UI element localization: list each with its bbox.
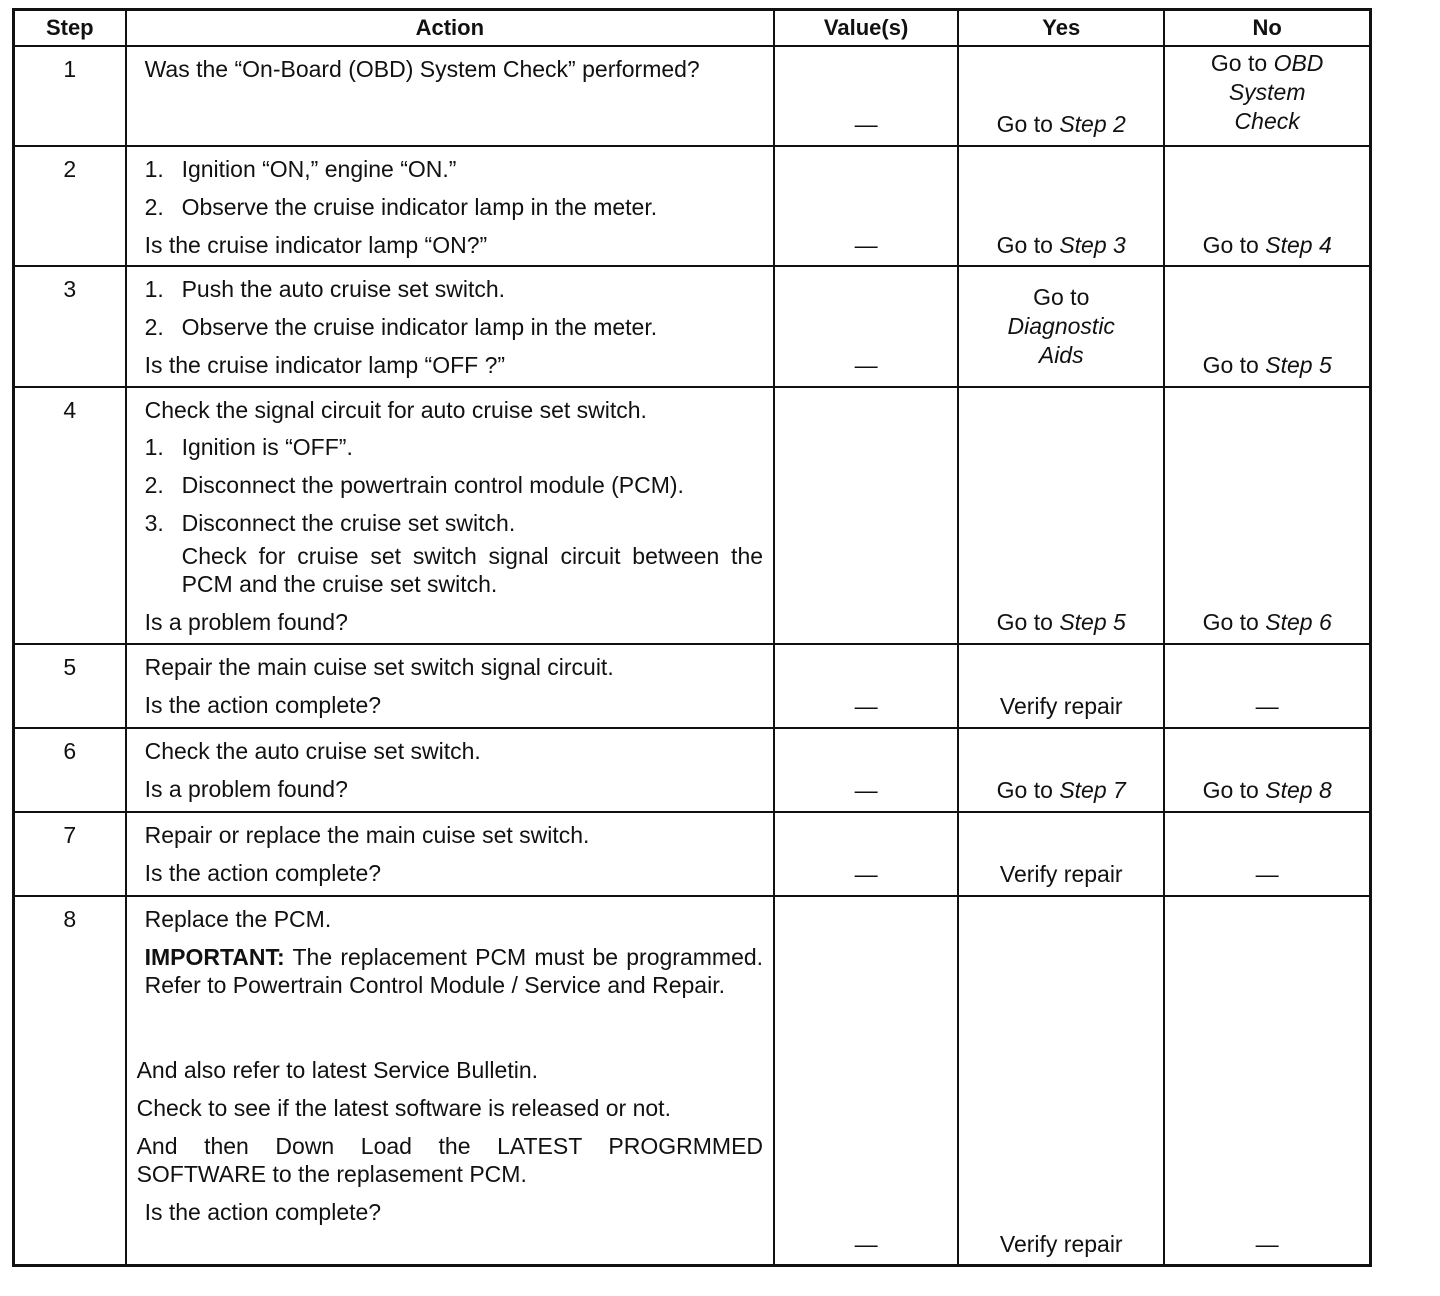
value-cell: — xyxy=(774,46,958,146)
yes-cell: Verify repair xyxy=(958,896,1164,1266)
table-row xyxy=(14,644,1371,728)
action-intro: Check the signal circuit for auto cruise set switch. xyxy=(144,396,647,423)
item-number: 1. xyxy=(144,156,164,182)
item-number: 2. xyxy=(144,193,164,220)
table-row xyxy=(14,896,1371,1266)
no-prefix: Go to xyxy=(1202,231,1266,258)
table-row xyxy=(14,146,1371,266)
item-text: Disconnect the cruise set switch. xyxy=(181,509,516,536)
action-text: Replace the PCM. xyxy=(144,905,332,932)
action-question: Is the cruise indicator lamp “ON?” xyxy=(144,231,488,258)
value-cell: — xyxy=(774,644,958,728)
yes-cell: Verify repair xyxy=(958,644,1164,728)
important-note xyxy=(145,943,763,1001)
yes-cell xyxy=(958,728,1164,812)
important-text: The replacement PCM must be programmed. Refer to Powertrain Control Module / Service and Repair. xyxy=(144,943,764,999)
step-number: 1 xyxy=(14,46,126,146)
action-cell xyxy=(126,644,774,728)
action-question: Is the action complete? xyxy=(144,859,382,886)
action-question: Is a problem found? xyxy=(144,775,348,802)
yes-prefix: Go to xyxy=(996,609,1060,635)
no-ref-2: System xyxy=(1228,78,1306,105)
diagnostic-table xyxy=(12,8,1372,1267)
action-text: And then Down Load the LATEST PROGRMMED SOFTWARE to the replasement PCM. xyxy=(136,1132,764,1188)
header-step: Step xyxy=(14,10,126,47)
action-item xyxy=(145,509,763,599)
action-text: Check to see if the latest software is released or not. xyxy=(136,1094,671,1121)
step-number: 4 xyxy=(14,387,126,644)
no-step-ref: Step 4 xyxy=(1265,231,1332,258)
value-cell: — xyxy=(774,266,958,386)
item-number: 1. xyxy=(144,276,164,303)
value-cell: — xyxy=(774,146,958,266)
table-row xyxy=(14,266,1371,386)
action-cell xyxy=(126,896,774,1266)
yes-cell: Verify repair xyxy=(958,812,1164,896)
no-cell xyxy=(1164,46,1370,146)
step-number: 6 xyxy=(14,728,126,812)
action-question: Is the action complete? xyxy=(144,1199,382,1225)
action-question: Is the action complete? xyxy=(144,691,382,718)
important-label: IMPORTANT: xyxy=(144,943,285,970)
header-yes: Yes xyxy=(958,10,1164,47)
yes-cell xyxy=(958,146,1164,266)
yes-prefix: Go to xyxy=(996,111,1060,138)
step-number: 5 xyxy=(14,644,126,728)
action-item xyxy=(145,193,763,222)
action-item xyxy=(145,433,763,462)
action-text: And also refer to latest Service Bulletin. xyxy=(136,1057,538,1083)
item-number: 3. xyxy=(144,509,164,536)
yes-cell xyxy=(958,266,1164,386)
yes-cell xyxy=(958,387,1164,644)
action-text: Repair the main cuise set switch signal circuit. xyxy=(144,653,614,680)
step-number: 7 xyxy=(14,812,126,896)
item-number: 1. xyxy=(144,434,164,461)
header-row xyxy=(14,10,1371,47)
action-text: Check the auto cruise set switch. xyxy=(144,737,481,764)
no-prefix: Go to xyxy=(1202,351,1266,378)
action-cell xyxy=(126,728,774,812)
table-row xyxy=(14,812,1371,896)
action-cell xyxy=(126,387,774,644)
no-ref-3: Check xyxy=(1234,107,1300,134)
yes-step-ref: Step 2 xyxy=(1059,111,1126,138)
action-item xyxy=(145,313,763,342)
no-cell: — xyxy=(1164,812,1370,896)
no-prefix: Go to xyxy=(1202,777,1266,803)
yes-prefix: Go to xyxy=(1033,284,1090,311)
header-values: Value(s) xyxy=(774,10,958,47)
no-prefix: Go to xyxy=(1202,609,1266,635)
item-number: 2. xyxy=(144,472,164,498)
item-text: Observe the cruise indicator lamp in the meter. xyxy=(181,314,658,340)
step-number: 8 xyxy=(14,896,126,1266)
action-item xyxy=(145,471,763,500)
action-cell xyxy=(126,812,774,896)
table-row xyxy=(14,728,1371,812)
item-text: Push the auto cruise set switch. xyxy=(181,276,506,303)
header-no: No xyxy=(1164,10,1370,47)
item-text: Observe the cruise indicator lamp in the meter. xyxy=(181,193,658,220)
no-ref-1: OBD xyxy=(1273,50,1324,76)
no-step-ref: Step 6 xyxy=(1265,609,1332,635)
value-cell: — xyxy=(774,728,958,812)
item-continuation: Check for cruise set switch signal circuit between the PCM and the cruise set switch. xyxy=(181,542,764,598)
yes-step-ref: Step 5 xyxy=(1059,609,1126,635)
item-number: 2. xyxy=(144,314,164,340)
no-cell xyxy=(1164,728,1370,812)
action-text: Was the “On-Board (OBD) System Check” performed? xyxy=(144,56,700,82)
table-row xyxy=(14,46,1371,146)
no-cell xyxy=(1164,146,1370,266)
no-step-ref: Step 5 xyxy=(1265,351,1332,378)
yes-prefix: Go to xyxy=(996,231,1060,258)
no-cell: — xyxy=(1164,644,1370,728)
no-cell xyxy=(1164,266,1370,386)
no-cell xyxy=(1164,387,1370,644)
yes-cell xyxy=(958,46,1164,146)
yes-step-ref: Step 3 xyxy=(1059,231,1126,258)
action-question: Is the cruise indicator lamp “OFF ?” xyxy=(144,351,506,378)
step-number: 3 xyxy=(14,266,126,386)
value-cell xyxy=(774,387,958,644)
action-item xyxy=(145,155,763,184)
item-text: Ignition is “OFF”. xyxy=(181,434,353,461)
step-number: 2 xyxy=(14,146,126,266)
value-cell: — xyxy=(774,896,958,1266)
yes-ref-2: Aids xyxy=(1038,341,1084,368)
header-action: Action xyxy=(126,10,774,47)
yes-step-ref: Step 7 xyxy=(1059,777,1126,803)
item-text: Disconnect the powertrain control module (PCM). xyxy=(181,472,684,498)
value-cell: — xyxy=(774,812,958,896)
item-text: Ignition “ON,” engine “ON.” xyxy=(181,156,457,182)
no-prefix: Go to xyxy=(1210,50,1274,76)
no-step-ref: Step 8 xyxy=(1265,777,1332,803)
action-cell xyxy=(126,46,774,146)
no-cell: — xyxy=(1164,896,1370,1266)
action-cell xyxy=(126,146,774,266)
table-row xyxy=(14,387,1371,644)
yes-prefix: Go to xyxy=(996,777,1060,803)
action-text: Repair or replace the main cuise set switch. xyxy=(144,821,590,848)
yes-ref-1: Diagnostic xyxy=(1007,313,1115,339)
action-item xyxy=(145,275,763,304)
action-question: Is a problem found? xyxy=(144,609,348,635)
action-cell xyxy=(126,266,774,386)
